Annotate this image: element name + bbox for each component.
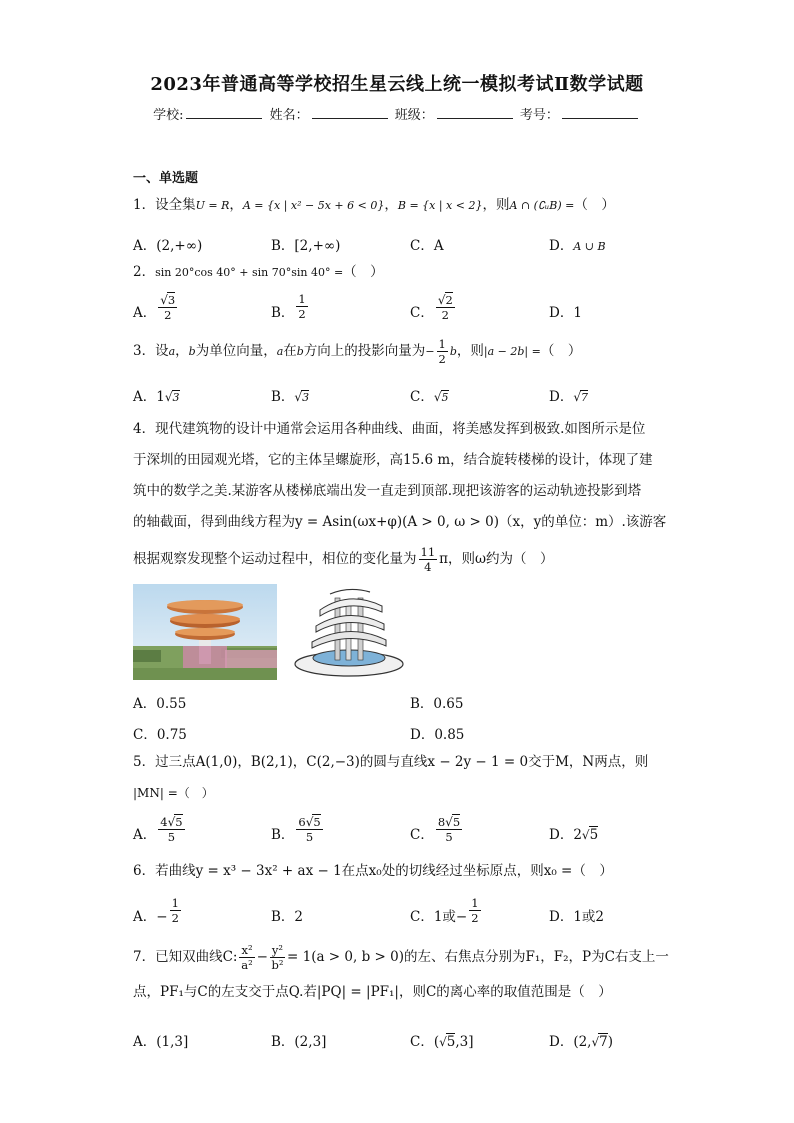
denominator: 2 bbox=[164, 307, 172, 322]
student-info-fields bbox=[0, 104, 794, 123]
denominator: 5 bbox=[167, 829, 176, 844]
q4-line: 的轴截面，得到曲线方程为y = Asin(ωx+φ)(A > 0, ω > 0)（x，y的单位：m）.该游客 bbox=[133, 514, 667, 530]
radicand: 5 bbox=[446, 1034, 456, 1050]
q1-option-d-math: A ∪ B bbox=[573, 240, 606, 253]
q6-line: 6．若曲线y = x³ − 3x² + ax − 1在点x₀处的切线经过坐标原点，则x₀ =（ ） bbox=[133, 863, 613, 879]
q5-option-a-label: A． bbox=[133, 827, 157, 843]
q3-text: 方向上的投影向量为 bbox=[303, 343, 426, 359]
tower-sketch-image bbox=[290, 584, 408, 680]
q3-text: 在 bbox=[283, 343, 297, 359]
q1-paren: （ ） bbox=[574, 197, 615, 213]
q2-option-c-fraction: $\frac{√2}{2}$ bbox=[437, 292, 453, 322]
q5-option-c[interactable] bbox=[410, 814, 464, 844]
q7-text: 7．已知双曲线C: bbox=[133, 949, 238, 965]
radicand: 5 bbox=[441, 391, 449, 404]
pi-symbol: π bbox=[439, 551, 449, 567]
radicand: 5 bbox=[313, 814, 321, 829]
name-label: 姓名： bbox=[269, 108, 309, 123]
q2-paren: （ ） bbox=[343, 264, 384, 280]
radicand: 3 bbox=[167, 292, 176, 307]
q1-set-b: B = {x | x < 2} bbox=[397, 199, 483, 212]
q6-option-a-label: A．− bbox=[133, 909, 168, 925]
q3-option-b[interactable]: B．√3 bbox=[271, 389, 310, 405]
numerator: 11 bbox=[420, 545, 436, 559]
denominator: 4 bbox=[424, 560, 432, 574]
q3-text: ，则 bbox=[456, 343, 484, 359]
q3-vector-b: b bbox=[296, 345, 304, 358]
q2-option-b-label: B． bbox=[271, 305, 295, 321]
school-blank[interactable] bbox=[186, 106, 262, 119]
q2-option-c[interactable] bbox=[410, 292, 457, 322]
q1-option-c[interactable]: C．A bbox=[410, 238, 444, 254]
section-title: 一、单选题 bbox=[133, 171, 199, 186]
denominator: 2 bbox=[441, 307, 449, 322]
q6-option-d[interactable]: D．1或2 bbox=[549, 909, 605, 925]
q4-option-d[interactable]: D．0.85 bbox=[410, 727, 465, 743]
q5-option-b[interactable] bbox=[271, 814, 325, 844]
q7-option-c-label: C．( bbox=[410, 1034, 440, 1050]
name-blank[interactable] bbox=[312, 106, 388, 119]
question-7 bbox=[133, 942, 673, 1008]
question-3 bbox=[133, 336, 663, 367]
question-5 bbox=[133, 747, 663, 809]
q7-option-d-label: D．(2, bbox=[549, 1034, 592, 1050]
denominator: 2 bbox=[298, 307, 306, 321]
q7-y-fraction bbox=[270, 943, 285, 972]
q3-option-a[interactable]: A．1√3 bbox=[133, 389, 180, 405]
numerator: 1 bbox=[471, 896, 479, 910]
numerator: y² bbox=[271, 943, 283, 957]
q2-number: 2． bbox=[133, 264, 156, 280]
q4-tail: ，则ω约为（ ） bbox=[448, 551, 554, 567]
q3-option-c[interactable]: C．√5 bbox=[410, 389, 449, 405]
q1-set-a: A = {x | x² − 5x + 6 < 0} bbox=[242, 199, 385, 212]
q5-option-c-label: C． bbox=[410, 827, 434, 843]
q2-option-a-fraction: $\frac{√3}{2}$ bbox=[160, 292, 176, 322]
exam-no-blank[interactable] bbox=[562, 106, 638, 119]
q5-option-d[interactable]: D．2√5 bbox=[549, 827, 599, 843]
q1-sep: ， bbox=[229, 197, 243, 213]
q2-option-a-label: A． bbox=[133, 305, 157, 321]
q4-line: 根据观察发现整个运动过程中，相位的变化量为 bbox=[133, 551, 417, 567]
numerator: x² bbox=[241, 943, 253, 957]
q3-text: 3．设 bbox=[133, 343, 169, 359]
q1-text: ，则 bbox=[482, 197, 510, 213]
q6-option-b[interactable]: B．2 bbox=[271, 909, 304, 925]
tower-photo bbox=[133, 584, 277, 680]
q4-line: 4．现代建筑物的设计中通常会运用各种曲线、曲面，将美感发挥到极致.如图所示是位 bbox=[133, 421, 646, 437]
question-4 bbox=[133, 414, 673, 575]
school-label: 学校: bbox=[153, 108, 184, 123]
q7-option-d-tail: ) bbox=[607, 1034, 614, 1050]
q5-line: 5．过三点A(1,0)，B(2,1)，C(2,−3)的圆与直线x − 2y − 1 = 0交于M，N两点，则 bbox=[133, 754, 649, 770]
q7-minus: − bbox=[256, 949, 268, 965]
q3-option-a-label: A．1 bbox=[133, 389, 165, 405]
q3-option-b-label: B． bbox=[271, 389, 295, 405]
q3-vector-a: a bbox=[276, 345, 284, 358]
radicand: 7 bbox=[599, 1034, 608, 1050]
q1-option-b[interactable]: B．[2,+∞) bbox=[271, 238, 341, 254]
q5-option-a[interactable] bbox=[133, 814, 187, 844]
class-label: 班级： bbox=[394, 108, 434, 123]
tower-photo-image bbox=[133, 584, 277, 680]
coefficient: 8 bbox=[437, 814, 446, 829]
denominator: 2 bbox=[471, 911, 479, 925]
denominator: 5 bbox=[305, 829, 314, 844]
radicand: 3 bbox=[172, 391, 180, 404]
q6-option-a-fraction bbox=[170, 896, 181, 925]
q3-sep: ， bbox=[175, 343, 189, 359]
q6-option-a[interactable] bbox=[133, 896, 183, 925]
q7-option-b[interactable]: B．(2,3] bbox=[271, 1034, 327, 1050]
q1-text: 1．设全集 bbox=[133, 197, 196, 213]
q6-option-c-fraction bbox=[469, 896, 480, 925]
question-1 bbox=[133, 190, 663, 221]
q3-option-c-label: C． bbox=[410, 389, 434, 405]
q7-option-c-tail: ,3] bbox=[455, 1034, 474, 1050]
radicand: 7 bbox=[580, 391, 588, 404]
q3-expression: |a − 2b| = bbox=[483, 345, 541, 358]
q5-line: |MN| =（ ） bbox=[133, 786, 214, 800]
q7-x-fraction bbox=[239, 943, 254, 972]
q7-line2: 点，PF₁与C的左支交于点Q.若|PQ| = |PF₁|，则C的离心率的取值范围是（ ） bbox=[133, 984, 612, 1000]
q2-option-b[interactable] bbox=[271, 292, 310, 321]
q4-phase-fraction bbox=[419, 545, 438, 574]
class-blank[interactable] bbox=[437, 106, 513, 119]
denominator: b² bbox=[271, 958, 284, 972]
denominator: 5 bbox=[445, 829, 453, 844]
q4-line-last bbox=[133, 544, 673, 575]
q3-half-fraction bbox=[437, 337, 448, 366]
radicand: 5 bbox=[452, 814, 461, 829]
coefficient: 4 bbox=[160, 814, 168, 829]
q1-sep: ， bbox=[384, 197, 398, 213]
q3-option-d[interactable]: D．√7 bbox=[549, 389, 588, 405]
q4-option-a[interactable]: A．0.55 bbox=[133, 696, 187, 712]
q6-option-c[interactable] bbox=[410, 896, 483, 925]
denominator: 2 bbox=[438, 352, 446, 366]
tower-sketch bbox=[290, 584, 408, 680]
numerator: 1 bbox=[298, 292, 306, 306]
q7-option-d[interactable]: D．(2,√7) bbox=[549, 1034, 614, 1050]
q3-text: 为单位向量， bbox=[195, 343, 277, 359]
q1-universe: U = R bbox=[195, 199, 230, 212]
radicand: 3 bbox=[302, 391, 310, 404]
q1-expression: A ∩ (∁ᵤB) = bbox=[509, 199, 575, 212]
q5-option-d-label: D．2 bbox=[549, 827, 582, 843]
q2-option-c-label: C． bbox=[410, 305, 434, 321]
q3-vector-b: b bbox=[449, 345, 457, 358]
radicand: 5 bbox=[175, 814, 183, 829]
q6-option-c-label: C．1或− bbox=[410, 909, 468, 925]
denominator: 2 bbox=[171, 911, 179, 925]
q5-option-a-fraction: $\frac{4√5}{5}$ bbox=[160, 814, 183, 844]
q7-option-a[interactable]: A．(1,3] bbox=[133, 1034, 189, 1050]
q7-option-c[interactable]: C．(√5,3] bbox=[410, 1034, 474, 1050]
page-title: 2023年普通高等学校招生星云线上统一模拟考试Ⅱ数学试题 bbox=[150, 74, 644, 95]
q7-line1 bbox=[133, 942, 673, 973]
q2-expression: sin 20°cos 40° + sin 70°sin 40° = bbox=[155, 266, 344, 279]
coefficient: 6 bbox=[298, 814, 306, 829]
question-2 bbox=[133, 257, 663, 288]
q4-line: 筑中的数学之美.某游客从楼梯底端出发一直走到顶部.现把该游客的运动轨迹投影到塔 bbox=[133, 483, 642, 499]
q3-paren: （ ） bbox=[540, 343, 582, 359]
q3-vector-a: a bbox=[168, 345, 176, 358]
denominator: a² bbox=[241, 958, 253, 972]
q3-minus: − bbox=[425, 345, 435, 358]
q2-option-b-fraction bbox=[296, 292, 307, 321]
radicand: 2 bbox=[445, 292, 453, 307]
radicand: 5 bbox=[589, 827, 599, 843]
numerator: 1 bbox=[438, 337, 446, 351]
numerator: 1 bbox=[171, 896, 179, 910]
q4-option-c[interactable]: C．0.75 bbox=[133, 727, 187, 743]
q5-option-b-fraction: $\frac{6√5}{5}$ bbox=[298, 814, 321, 844]
q3-option-d-label: D． bbox=[549, 389, 574, 405]
q7-text: = 1(a > 0, b > 0)的左、右焦点分别为F₁，F₂，P为C右支上一 bbox=[287, 949, 669, 965]
exam-no-label: 考号： bbox=[519, 108, 559, 123]
q1-option-d-label: D． bbox=[549, 238, 574, 254]
question-6 bbox=[133, 856, 663, 887]
q1-option-a[interactable]: A．(2,+∞) bbox=[133, 238, 203, 254]
q4-line: 于深圳的田园观光塔，它的主体呈螺旋形，高15.6 m，结合旋转楼梯的设计，体现了建 bbox=[133, 452, 653, 468]
q5-option-c-fraction: $\frac{8√5}{5}$ bbox=[437, 814, 461, 844]
q2-option-a[interactable] bbox=[133, 292, 179, 322]
q1-option-d[interactable] bbox=[549, 234, 606, 254]
q2-option-d[interactable]: D．1 bbox=[549, 305, 582, 321]
q4-option-b[interactable]: B．0.65 bbox=[410, 696, 464, 712]
q5-option-b-label: B． bbox=[271, 827, 295, 843]
q3-vector-b: b bbox=[188, 345, 196, 358]
